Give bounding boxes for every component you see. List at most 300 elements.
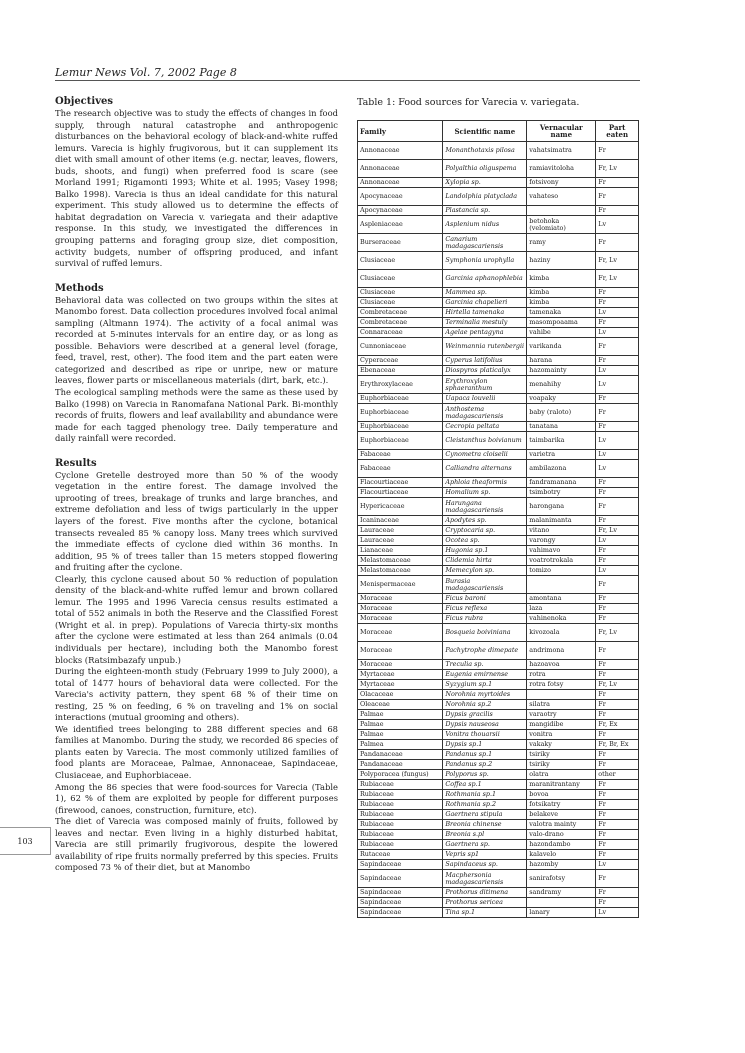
- cell-family: Annonaceae: [358, 178, 443, 188]
- cell-part-eaten: Fr: [596, 206, 639, 216]
- cell-scientific-name: Prothorus ditimena: [443, 888, 527, 898]
- cell-family: Clusiaceae: [358, 288, 443, 298]
- cell-part-eaten: Fr: [596, 670, 639, 680]
- table-row: [358, 680, 639, 690]
- cell-part-eaten: Fr: [596, 298, 639, 308]
- cell-part-eaten: Fr: [596, 870, 639, 888]
- table-row: [358, 252, 639, 270]
- cell-scientific-name: Polyporus sp.: [443, 770, 527, 780]
- cell-scientific-name: Weinmannia rutenbergii: [443, 338, 527, 356]
- cell-scientific-name: Garcinia aphanophlebia: [443, 270, 527, 288]
- cell-part-eaten: Fr: [596, 356, 639, 366]
- cell-family: Sapindaceae: [358, 888, 443, 898]
- cell-vernacular-name: rotra: [527, 670, 596, 680]
- cell-family: Combretaceae: [358, 308, 443, 318]
- table-row: [358, 850, 639, 860]
- cell-family: Clusiaceae: [358, 252, 443, 270]
- cell-scientific-name: Pachytrophe dimepate: [443, 642, 527, 660]
- section-heading: Methods: [55, 282, 104, 294]
- cell-family: Euphorbiaceae: [358, 422, 443, 432]
- cell-vernacular-name: menahihy: [527, 376, 596, 394]
- cell-scientific-name: Eugenia emirnense: [443, 670, 527, 680]
- body-paragraph: Behavioral data was collected on two groups within the sites at Manombo forest. Data collection procedures involved focal animal sampling (Altmann 1974). The activity of a focal animal was recorded at 5-minutes intervals for an entire day, or as long as possible. Behaviors were described at a general level (forage, feed, travel, rest, other). The food item and the part eaten were categorized and described as ripe or unripe, new or mature leaves, flower parts or miscellaneous materials (dirt, bark, etc.).: [55, 294, 338, 386]
- cell-family: Polyporacea (fungus): [358, 770, 443, 780]
- table-row: [358, 478, 639, 488]
- cell-vernacular-name: laza: [527, 604, 596, 614]
- cell-vernacular-name: [527, 690, 596, 700]
- cell-family: Moraceae: [358, 614, 443, 624]
- cell-scientific-name: Garcinia chapelieri: [443, 298, 527, 308]
- cell-scientific-name: Dypsis nauseosa: [443, 720, 527, 730]
- cell-part-eaten: Fr, Br, Ex: [596, 740, 639, 750]
- cell-vernacular-name: ambilazona: [527, 460, 596, 478]
- cell-vernacular-name: voapaky: [527, 394, 596, 404]
- cell-family: Menispermaceae: [358, 576, 443, 594]
- table-row: [358, 288, 639, 298]
- cell-scientific-name: Aphloia theaformis: [443, 478, 527, 488]
- table-row: [358, 488, 639, 498]
- cell-scientific-name: Cleistanthus boivianum: [443, 432, 527, 450]
- cell-part-eaten: Fr: [596, 642, 639, 660]
- cell-part-eaten: Fr, Lv: [596, 252, 639, 270]
- cell-part-eaten: Fr: [596, 288, 639, 298]
- cell-part-eaten: Fr: [596, 660, 639, 670]
- table-row: [358, 178, 639, 188]
- cell-vernacular-name: fotsikatry: [527, 800, 596, 810]
- cell-family: Myrtaceae: [358, 670, 443, 680]
- cell-part-eaten: Lv: [596, 366, 639, 376]
- cell-part-eaten: Lv: [596, 376, 639, 394]
- cell-family: Aspleniaceae: [358, 216, 443, 234]
- cell-family: Myrtaceae: [358, 680, 443, 690]
- cell-scientific-name: Mammea sp.: [443, 288, 527, 298]
- cell-vernacular-name: kimba: [527, 298, 596, 308]
- cell-family: Euphorbiaceae: [358, 394, 443, 404]
- cell-family: Sapindaceae: [358, 898, 443, 908]
- table-row: [358, 338, 639, 356]
- table-row: [358, 624, 639, 642]
- table-row: [358, 594, 639, 604]
- cell-family: Palmea: [358, 740, 443, 750]
- table-row: [358, 526, 639, 536]
- cell-scientific-name: Sapindaceus sp.: [443, 860, 527, 870]
- cell-family: Palmae: [358, 720, 443, 730]
- cell-scientific-name: Macphersonia madagascariensis: [443, 870, 527, 888]
- cell-part-eaten: Lv: [596, 308, 639, 318]
- cell-scientific-name: Dypsis gracilis: [443, 710, 527, 720]
- cell-scientific-name: Ficus rubra: [443, 614, 527, 624]
- section-heading: Results: [55, 457, 97, 469]
- cell-family: Hypericaceae: [358, 498, 443, 516]
- cell-scientific-name: Polyalthia oliguspema: [443, 160, 527, 178]
- cell-vernacular-name: hazoavoa: [527, 660, 596, 670]
- cell-family: Moraceae: [358, 594, 443, 604]
- cell-part-eaten: Fr: [596, 546, 639, 556]
- cell-part-eaten: Fr, Lv: [596, 624, 639, 642]
- cell-part-eaten: Fr: [596, 830, 639, 840]
- table-row: [358, 216, 639, 234]
- cell-scientific-name: Rothmania sp.1: [443, 790, 527, 800]
- table-row: [358, 460, 639, 478]
- cell-family: Annonaceae: [358, 142, 443, 160]
- cell-family: Sapindaceae: [358, 870, 443, 888]
- cell-part-eaten: Fr: [596, 422, 639, 432]
- body-paragraph: Among the 86 species that were food-sources for Varecia (Table 1), 62 % of them are exploited by people for different purposes (firewood, canoes, construction, furniture, etc).: [55, 781, 338, 815]
- cell-scientific-name: Burasia madagascariensis: [443, 576, 527, 594]
- cell-part-eaten: Fr: [596, 576, 639, 594]
- cell-part-eaten: Fr: [596, 338, 639, 356]
- cell-vernacular-name: baby (raloto): [527, 404, 596, 422]
- cell-vernacular-name: silatra: [527, 700, 596, 710]
- cell-scientific-name: Pandanus sp.1: [443, 750, 527, 760]
- table-row: [358, 730, 639, 740]
- cell-part-eaten: Fr: [596, 142, 639, 160]
- table-row: [358, 160, 639, 178]
- cell-vernacular-name: harongana: [527, 498, 596, 516]
- cell-scientific-name: Hugonia sp.1: [443, 546, 527, 556]
- cell-family: Sapindaceae: [358, 908, 443, 918]
- cell-family: Rubiaceae: [358, 820, 443, 830]
- cell-scientific-name: Symphonia urophylla: [443, 252, 527, 270]
- cell-family: Apocynaceae: [358, 188, 443, 206]
- cell-family: Flacourtiaceae: [358, 488, 443, 498]
- body-paragraph: The ecological sampling methods were the same as these used by Balko (1998) on Varecia in Ranomafana National Park. Bi-monthly records of fruits, flowers and leaf availability and abundance were made for each tagged phenology tree. Daily temperature and daily rainfall were recorded.: [55, 387, 338, 444]
- cell-scientific-name: Gaertnera stipula: [443, 810, 527, 820]
- cell-vernacular-name: kimba: [527, 288, 596, 298]
- table-row: [358, 298, 639, 308]
- table-row: [358, 840, 639, 850]
- cell-scientific-name: Ficus baroni: [443, 594, 527, 604]
- table-row: [358, 234, 639, 252]
- cell-family: Ebenaceae: [358, 366, 443, 376]
- cell-scientific-name: Syzygium sp.1: [443, 680, 527, 690]
- table-caption: Table 1: Food sources for Varecia v. variegata.: [357, 97, 580, 108]
- table-row: [358, 770, 639, 780]
- cell-vernacular-name: sandramy: [527, 888, 596, 898]
- table-row: [358, 614, 639, 624]
- table-row: [358, 318, 639, 328]
- cell-scientific-name: Coffea sp.1: [443, 780, 527, 790]
- cell-scientific-name: Norohnia sp.2: [443, 700, 527, 710]
- table-row: [358, 206, 639, 216]
- cell-vernacular-name: malanimanta: [527, 516, 596, 526]
- cell-scientific-name: Xylopia sp.: [443, 178, 527, 188]
- cell-part-eaten: Fr: [596, 614, 639, 624]
- cell-scientific-name: Terminalia mestuly: [443, 318, 527, 328]
- cell-scientific-name: Apodytes sp.: [443, 516, 527, 526]
- cell-scientific-name: Cecropia peltata: [443, 422, 527, 432]
- cell-vernacular-name: varongy: [527, 536, 596, 546]
- cell-scientific-name: Vonitra thouarsii: [443, 730, 527, 740]
- cell-family: Rubiaceae: [358, 840, 443, 850]
- cell-scientific-name: Diospyros platicalyx: [443, 366, 527, 376]
- cell-scientific-name: Harungana madagascariensis: [443, 498, 527, 516]
- cell-vernacular-name: olatra: [527, 770, 596, 780]
- cell-vernacular-name: hazomainty: [527, 366, 596, 376]
- cell-family: Moraceae: [358, 604, 443, 614]
- table-row: [358, 790, 639, 800]
- table-header-row: [358, 121, 639, 142]
- cell-vernacular-name: amontana: [527, 594, 596, 604]
- table-row: [358, 820, 639, 830]
- cell-family: Rubiaceae: [358, 780, 443, 790]
- cell-scientific-name: Breonia chinense: [443, 820, 527, 830]
- table-row: [358, 328, 639, 338]
- table-row: [358, 700, 639, 710]
- table-row: [358, 780, 639, 790]
- cell-scientific-name: Asplenium nidus: [443, 216, 527, 234]
- cell-scientific-name: Gaertnera sp.: [443, 840, 527, 850]
- cell-part-eaten: Fr: [596, 710, 639, 720]
- cell-scientific-name: Breonia s.pl: [443, 830, 527, 840]
- cell-scientific-name: Cryptocaria sp.: [443, 526, 527, 536]
- cell-part-eaten: Fr: [596, 690, 639, 700]
- cell-vernacular-name: sanirafotsy: [527, 870, 596, 888]
- section-heading: Objectives: [55, 96, 113, 107]
- cell-part-eaten: Fr: [596, 820, 639, 830]
- table-row: [358, 356, 639, 366]
- cell-vernacular-name: lanary: [527, 908, 596, 918]
- table-row: [358, 404, 639, 422]
- body-text-column: [55, 95, 338, 874]
- cell-part-eaten: Fr: [596, 810, 639, 820]
- table-row: [358, 142, 639, 160]
- cell-part-eaten: Lv: [596, 908, 639, 918]
- cell-part-eaten: Fr: [596, 780, 639, 790]
- table-row: [358, 642, 639, 660]
- cell-vernacular-name: haziny: [527, 252, 596, 270]
- col-header-vernacular-name: Vernacular name: [527, 121, 596, 142]
- cell-scientific-name: Cyperus latifolius: [443, 356, 527, 366]
- table-row: [358, 750, 639, 760]
- cell-part-eaten: Lv: [596, 860, 639, 870]
- page-number-tab: 103: [0, 827, 51, 855]
- cell-part-eaten: Lv: [596, 328, 639, 338]
- cell-family: Palmae: [358, 730, 443, 740]
- cell-family: Icaninaceae: [358, 516, 443, 526]
- table-row: [358, 690, 639, 700]
- cell-vernacular-name: varikanda: [527, 338, 596, 356]
- table-row: [358, 394, 639, 404]
- cell-part-eaten: Fr: [596, 516, 639, 526]
- cell-vernacular-name: tsiriky: [527, 760, 596, 770]
- cell-part-eaten: Fr: [596, 318, 639, 328]
- cell-part-eaten: other: [596, 770, 639, 780]
- table-row: [358, 536, 639, 546]
- table-row: [358, 432, 639, 450]
- body-paragraph: During the eighteen-month study (February 1999 to July 2000), a total of 1477 hours of behavioral data were collected. For the Varecia's activity pattern, they spent 68 % of their time on resting, 25 % on feeding, 6 % on traveling and 1% on social interactions (mutual grooming and others).: [55, 666, 338, 723]
- cell-part-eaten: Lv: [596, 450, 639, 460]
- cell-vernacular-name: [527, 206, 596, 216]
- cell-scientific-name: Prothorus sericea: [443, 898, 527, 908]
- table-row: [358, 188, 639, 206]
- table-row: [358, 830, 639, 840]
- table-row: [358, 566, 639, 576]
- cell-vernacular-name: varaotry: [527, 710, 596, 720]
- cell-family: Clusiaceae: [358, 270, 443, 288]
- cell-family: Moraceae: [358, 642, 443, 660]
- table-row: [358, 670, 639, 680]
- cell-part-eaten: Fr: [596, 556, 639, 566]
- cell-family: Melastomaceae: [358, 556, 443, 566]
- cell-part-eaten: Fr: [596, 478, 639, 488]
- running-title: Lemur News Vol. 7, 2002 Page 8: [55, 66, 237, 79]
- cell-vernacular-name: tanatana: [527, 422, 596, 432]
- table-row: [358, 908, 639, 918]
- cell-scientific-name: Rothmania sp.2: [443, 800, 527, 810]
- cell-vernacular-name: tamenaka: [527, 308, 596, 318]
- table-row: [358, 270, 639, 288]
- table-row: [358, 366, 639, 376]
- cell-part-eaten: Fr: [596, 750, 639, 760]
- cell-scientific-name: Clidemia hirta: [443, 556, 527, 566]
- cell-family: Melastomaceae: [358, 566, 443, 576]
- table-row: [358, 604, 639, 614]
- cell-family: Rubiaceae: [358, 810, 443, 820]
- table-row: [358, 660, 639, 670]
- cell-part-eaten: Fr: [596, 730, 639, 740]
- cell-scientific-name: Agelae pentagyna: [443, 328, 527, 338]
- cell-vernacular-name: kalavelo: [527, 850, 596, 860]
- cell-part-eaten: Fr: [596, 840, 639, 850]
- cell-scientific-name: Dypsis sp.1: [443, 740, 527, 750]
- cell-vernacular-name: vahinenoka: [527, 614, 596, 624]
- cell-family: Moraceae: [358, 624, 443, 642]
- cell-vernacular-name: fandramanana: [527, 478, 596, 488]
- cell-part-eaten: Fr, Lv: [596, 160, 639, 178]
- table-row: [358, 376, 639, 394]
- cell-scientific-name: Homalium sp.: [443, 488, 527, 498]
- cell-family: Moraceae: [358, 660, 443, 670]
- cell-vernacular-name: andrimona: [527, 642, 596, 660]
- cell-family: Lauraceae: [358, 526, 443, 536]
- cell-family: Pandanaceae: [358, 760, 443, 770]
- cell-vernacular-name: valotra mainty: [527, 820, 596, 830]
- cell-part-eaten: Fr: [596, 898, 639, 908]
- cell-vernacular-name: belakeve: [527, 810, 596, 820]
- col-header-part-eaten: Part eaten: [596, 121, 639, 142]
- body-paragraph: Clearly, this cyclone caused about 50 % reduction of population density of the black-and-white ruffed lemur and brown collared lemur. The 1995 and 1996 Varecia census results estimated a total of 552 animals in both the Reserve and the Classified Forest (Wright et al. in prep). Populations of Varecia thirty-six months after the cyclone were estimated at less than 264 animals (0.04 individuals per hectare), including both the Manombo forest blocks (Ratsimbazafy unpub.): [55, 573, 338, 665]
- table-row: [358, 710, 639, 720]
- cell-vernacular-name: maranitrantany: [527, 780, 596, 790]
- cell-part-eaten: Fr: [596, 188, 639, 206]
- cell-family: Palmae: [358, 710, 443, 720]
- cell-scientific-name: Tina sp.1: [443, 908, 527, 918]
- table-row: [358, 450, 639, 460]
- cell-part-eaten: Fr: [596, 604, 639, 614]
- cell-family: Cunnoniaceae: [358, 338, 443, 356]
- table-row: [358, 516, 639, 526]
- cell-part-eaten: Fr: [596, 498, 639, 516]
- cell-part-eaten: Fr: [596, 488, 639, 498]
- cell-family: Rubiaceae: [358, 830, 443, 840]
- cell-vernacular-name: vahibe: [527, 328, 596, 338]
- cell-family: Erythroxylaceae: [358, 376, 443, 394]
- cell-family: Olacaceae: [358, 690, 443, 700]
- cell-family: Fabaceae: [358, 460, 443, 478]
- cell-part-eaten: Fr, Ex: [596, 720, 639, 730]
- food-sources-table: [357, 120, 639, 918]
- cell-vernacular-name: ramy: [527, 234, 596, 252]
- cell-vernacular-name: [527, 898, 596, 908]
- cell-vernacular-name: tomizo: [527, 566, 596, 576]
- cell-vernacular-name: [527, 576, 596, 594]
- cell-scientific-name: Cynometra cloiselii: [443, 450, 527, 460]
- cell-vernacular-name: vahatsimatra: [527, 142, 596, 160]
- cell-family: Burseraceae: [358, 234, 443, 252]
- cell-part-eaten: Lv: [596, 536, 639, 546]
- table-row: [358, 800, 639, 810]
- cell-scientific-name: Ocotea sp.: [443, 536, 527, 546]
- cell-part-eaten: Fr: [596, 760, 639, 770]
- table-row: [358, 546, 639, 556]
- cell-vernacular-name: rotra fotsy: [527, 680, 596, 690]
- table-row: [358, 740, 639, 750]
- cell-family: Lianaceae: [358, 546, 443, 556]
- cell-scientific-name: Memecylon sp.: [443, 566, 527, 576]
- cell-vernacular-name: tsimbotry: [527, 488, 596, 498]
- cell-scientific-name: Pandanus sp.2: [443, 760, 527, 770]
- cell-part-eaten: Fr: [596, 234, 639, 252]
- cell-family: Lauraceae: [358, 536, 443, 546]
- cell-vernacular-name: hazondambo: [527, 840, 596, 850]
- cell-vernacular-name: betohoka (velomiato): [527, 216, 596, 234]
- body-paragraph: Cyclone Gretelle destroyed more than 50 % of the woody vegetation in the entire forest. The damage involved the uprooting of trees, breakage of trunks and large branches, and extreme defoliation and less of twigs particularly in the upper layers of the forest. Five months after the cyclone, botanical transects revealed 85 % canopy loss. Many trees which survived the immediate effects of cyclone died within 36 months. In addition, 95 % of trees taller than 15 meters stopped flowering and fruiting after the cyclone.: [55, 469, 338, 573]
- cell-vernacular-name: ramiavitoloha: [527, 160, 596, 178]
- table-row: [358, 760, 639, 770]
- cell-vernacular-name: vitano: [527, 526, 596, 536]
- table-row: [358, 898, 639, 908]
- cell-part-eaten: Fr: [596, 394, 639, 404]
- cell-vernacular-name: bovoa: [527, 790, 596, 800]
- table-row: [358, 576, 639, 594]
- table-row: [358, 498, 639, 516]
- col-header-family: Family: [358, 121, 443, 142]
- cell-scientific-name: Uapaca louvelii: [443, 394, 527, 404]
- cell-scientific-name: Anthostema madagascariensis: [443, 404, 527, 422]
- cell-family: Annonaceae: [358, 160, 443, 178]
- table-row: [358, 888, 639, 898]
- cell-part-eaten: Fr: [596, 888, 639, 898]
- table-row: [358, 308, 639, 318]
- cell-part-eaten: Fr: [596, 404, 639, 422]
- cell-family: Cyperaceae: [358, 356, 443, 366]
- cell-family: Rutaceae: [358, 850, 443, 860]
- cell-part-eaten: Fr: [596, 594, 639, 604]
- cell-part-eaten: Fr: [596, 790, 639, 800]
- cell-scientific-name: Ficus reflexa: [443, 604, 527, 614]
- cell-part-eaten: Fr, Lv: [596, 680, 639, 690]
- cell-vernacular-name: mangidibe: [527, 720, 596, 730]
- cell-part-eaten: Fr: [596, 178, 639, 188]
- cell-scientific-name: Vepris sp1: [443, 850, 527, 860]
- cell-vernacular-name: vahateso: [527, 188, 596, 206]
- body-paragraph: We identified trees belonging to 288 different species and 68 families at Manombo. During the study, we recorded 86 species of plants eaten by Varecia. The most commonly utilized families of food plants are Moraceae, Palmae, Annonaceae, Sapindaceae, Clusiaceae, and Euphorbiaceae.: [55, 723, 338, 780]
- cell-scientific-name: Bosqueia boiviniana: [443, 624, 527, 642]
- cell-part-eaten: Fr: [596, 850, 639, 860]
- cell-part-eaten: Fr: [596, 700, 639, 710]
- table-row: [358, 556, 639, 566]
- cell-vernacular-name: fotsivony: [527, 178, 596, 188]
- cell-scientific-name: Landolphia platyclada: [443, 188, 527, 206]
- cell-scientific-name: Hirtella tamenaka: [443, 308, 527, 318]
- cell-vernacular-name: masompoaama: [527, 318, 596, 328]
- cell-vernacular-name: tsiriky: [527, 750, 596, 760]
- table-row: [358, 860, 639, 870]
- table-row: [358, 810, 639, 820]
- cell-scientific-name: Norohnia myrtoides: [443, 690, 527, 700]
- cell-family: Clusiaceae: [358, 298, 443, 308]
